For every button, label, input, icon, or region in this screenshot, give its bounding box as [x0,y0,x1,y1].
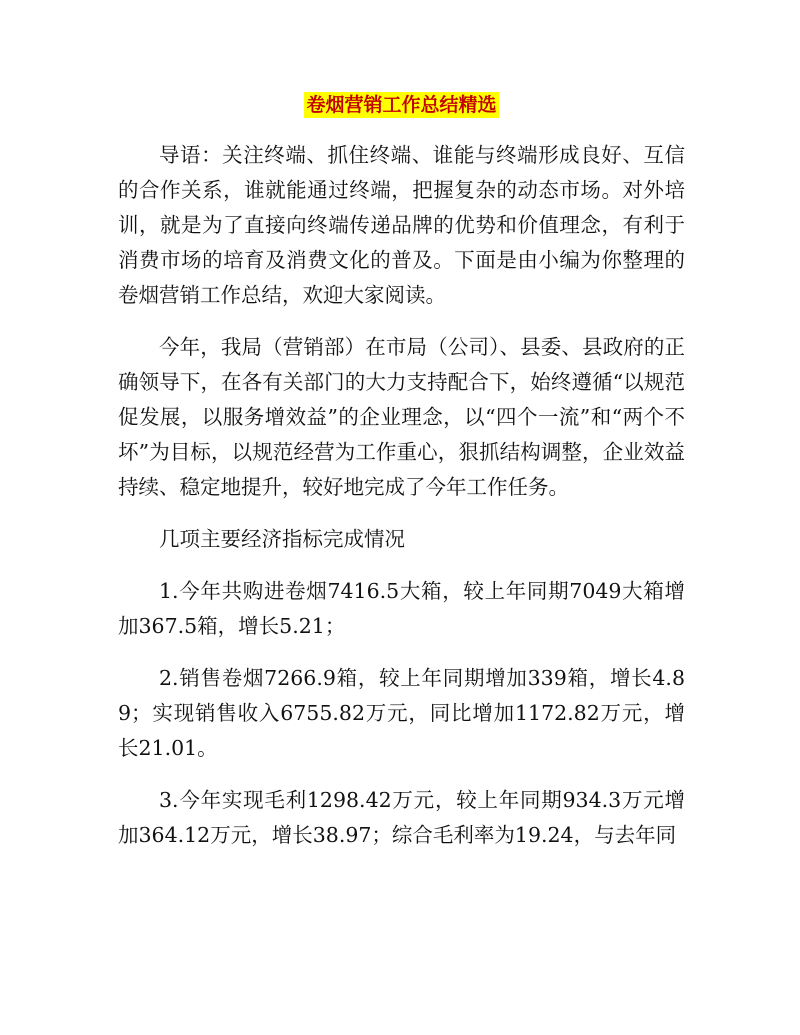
intro-paragraph: 导语：关注终端、抓住终端、谁能与终端形成良好、互信的合作关系，谁就能通过终端，把握复杂的动态市场。对外培训，就是为了直接向终端传递品牌的优势和价值理念，有利于消费市场的培育及消费文化的普及。下面是由小编为你整理的卷烟营销工作总结，欢迎大家阅读。 [118,143,685,307]
list-item-3: 3.今年实现毛利1298.42万元，较上年同期934.3万元增加364.12万元，增长38.97；综合毛利率为19.24，与去年同 [118,788,685,847]
body-paragraph: 今年，我局（营销部）在市局（公司）、县委、县政府的正确领导下，在各有关部门的大力支持配合下，始终遵循“以规范促发展，以服务增效益”的企业理念，以“四个一流”和“两个不坏”为目标，以规范经营为工作重心，狠抓结构调整，企业效益持续、稳定地提升，较好地完成了今年工作任务。 [118,335,685,499]
document-title: 卷烟营销工作总结精选 [306,94,497,116]
title-wrap [118,92,685,118]
document-page [118,92,685,870]
section-heading: 几项主要经济指标完成情况 [159,527,405,551]
list-item-1: 1.今年共购进卷烟7416.5大箱，较上年同期7049大箱增加367.5箱，增长5.21； [118,579,685,638]
list-item-2: 2.销售卷烟7266.9箱，较上年同期增加339箱，增长4.89；实现销售收入6755.82万元，同比增加1172.82万元，增长21.01。 [118,666,685,760]
